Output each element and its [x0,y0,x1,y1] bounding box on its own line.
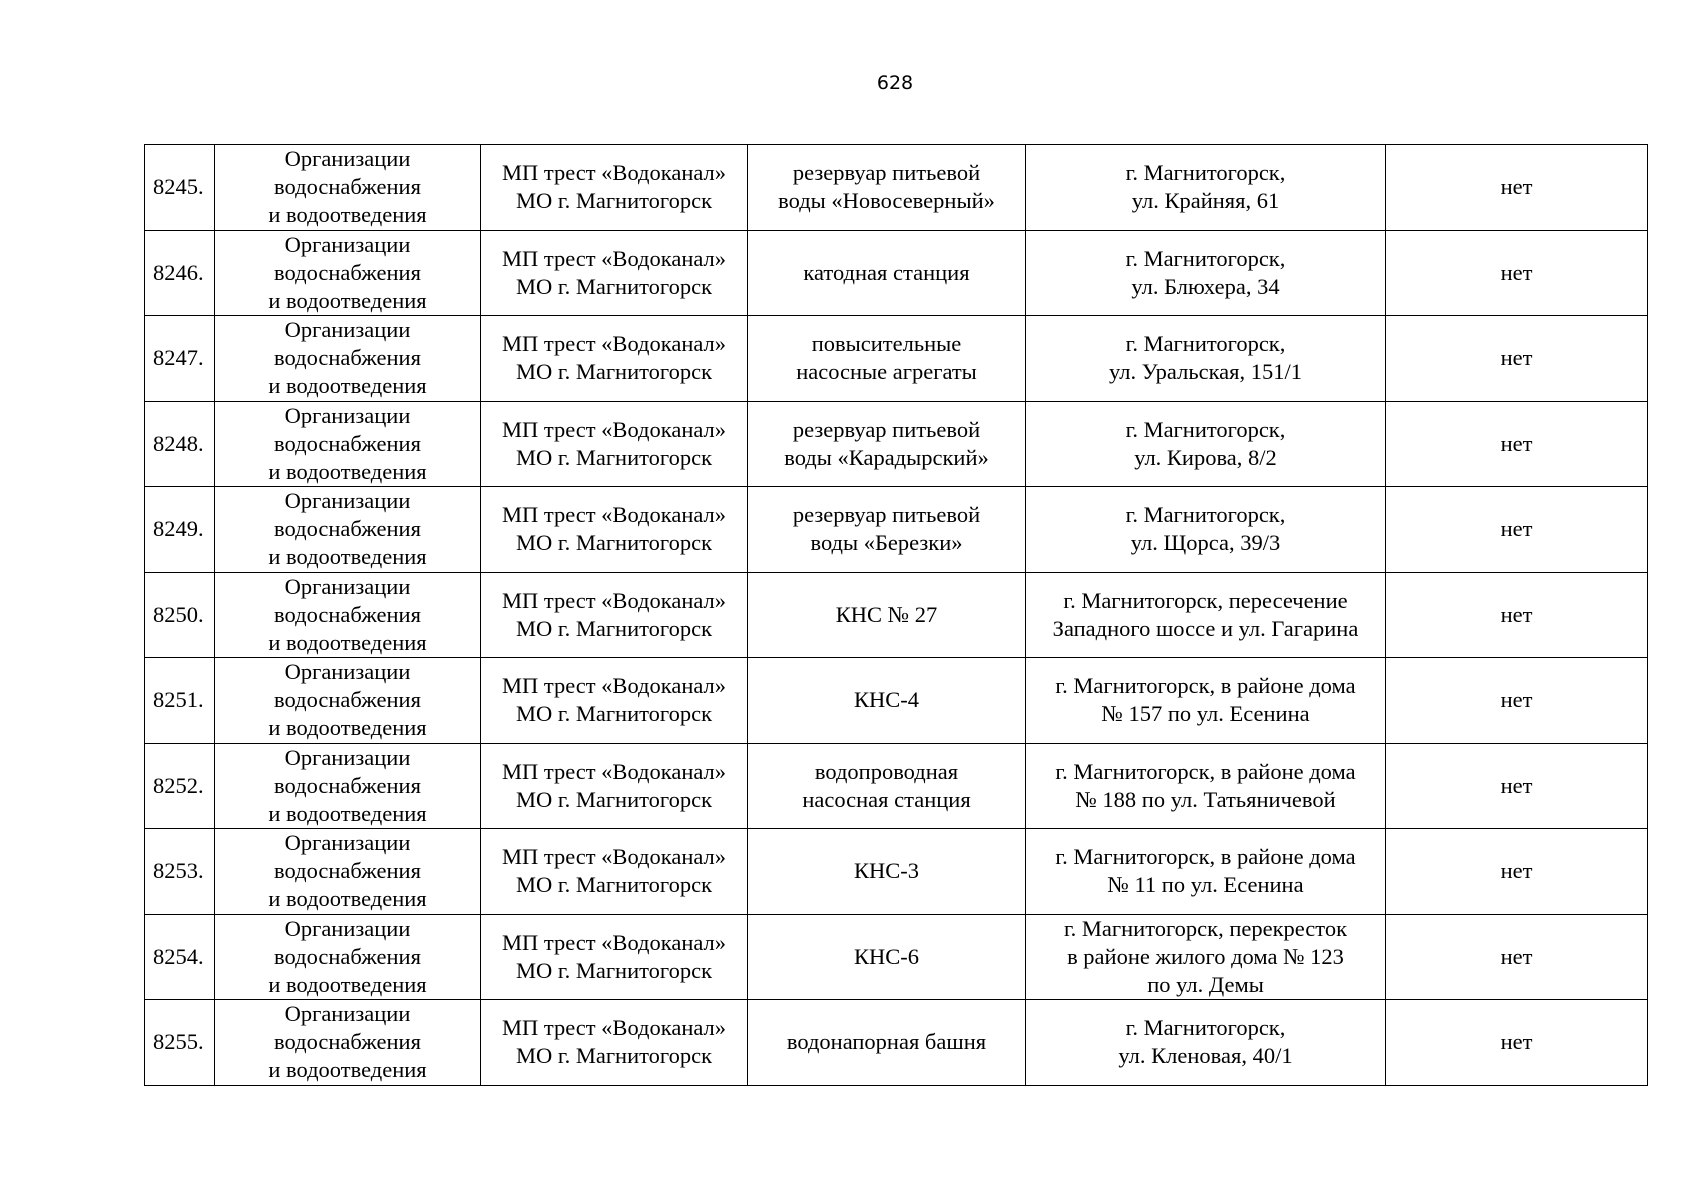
row-number: 8249. [145,487,215,573]
category-cell: Организации водоснабжения и водоотведения [215,572,481,658]
organization-cell: МП трест «Водоканал» МО г. Магнитогорск [481,230,748,316]
row-number: 8248. [145,401,215,487]
table-row [145,487,1648,573]
category-cell: Организации водоснабжения и водоотведения [215,914,481,1000]
address-cell: г. Магнитогорск, ул. Кленовая, 40/1 [1026,1000,1386,1086]
address-cell: г. Магнитогорск, ул. Уральская, 151/1 [1026,316,1386,402]
organization-cell: МП трест «Водоканал» МО г. Магнитогорск [481,914,748,1000]
category-cell: Организации водоснабжения и водоотведения [215,829,481,915]
table-row [145,1000,1648,1086]
status-cell: нет [1386,145,1648,231]
category-cell: Организации водоснабжения и водоотведения [215,1000,481,1086]
row-number: 8253. [145,829,215,915]
organization-cell: МП трест «Водоканал» МО г. Магнитогорск [481,658,748,744]
row-number: 8247. [145,316,215,402]
address-cell: г. Магнитогорск, перекресток в районе жилого дома № 123 по ул. Демы [1026,914,1386,1000]
status-cell: нет [1386,829,1648,915]
row-number: 8246. [145,230,215,316]
category-cell: Организации водоснабжения и водоотведения [215,487,481,573]
object-cell: КНС-6 [748,914,1026,1000]
row-number: 8245. [145,145,215,231]
category-cell: Организации водоснабжения и водоотведения [215,658,481,744]
address-cell: г. Магнитогорск, в районе дома № 188 по ул. Татьяничевой [1026,743,1386,829]
address-cell: г. Магнитогорск, ул. Кирова, 8/2 [1026,401,1386,487]
organization-cell: МП трест «Водоканал» МО г. Магнитогорск [481,829,748,915]
organization-cell: МП трест «Водоканал» МО г. Магнитогорск [481,145,748,231]
table-row [145,230,1648,316]
row-number: 8250. [145,572,215,658]
organization-cell: МП трест «Водоканал» МО г. Магнитогорск [481,487,748,573]
object-cell: резервуар питьевой воды «Карадырский» [748,401,1026,487]
organization-cell: МП трест «Водоканал» МО г. Магнитогорск [481,743,748,829]
status-cell: нет [1386,316,1648,402]
row-number: 8252. [145,743,215,829]
object-cell: катодная станция [748,230,1026,316]
status-cell: нет [1386,487,1648,573]
address-cell: г. Магнитогорск, в районе дома № 11 по ул. Есенина [1026,829,1386,915]
status-cell: нет [1386,743,1648,829]
organization-cell: МП трест «Водоканал» МО г. Магнитогорск [481,572,748,658]
category-cell: Организации водоснабжения и водоотведения [215,743,481,829]
object-cell: резервуар питьевой воды «Березки» [748,487,1026,573]
organization-cell: МП трест «Водоканал» МО г. Магнитогорск [481,316,748,402]
status-cell: нет [1386,401,1648,487]
row-number: 8251. [145,658,215,744]
address-cell: г. Магнитогорск, ул. Блюхера, 34 [1026,230,1386,316]
status-cell: нет [1386,914,1648,1000]
object-cell: повысительные насосные агрегаты [748,316,1026,402]
table-row [145,572,1648,658]
status-cell: нет [1386,658,1648,744]
status-cell: нет [1386,230,1648,316]
object-cell: водонапорная башня [748,1000,1026,1086]
object-cell: резервуар питьевой воды «Новосеверный» [748,145,1026,231]
category-cell: Организации водоснабжения и водоотведения [215,401,481,487]
address-cell: г. Магнитогорск, в районе дома № 157 по ул. Есенина [1026,658,1386,744]
category-cell: Организации водоснабжения и водоотведения [215,316,481,402]
registry-table [144,144,1648,1086]
table-row [145,743,1648,829]
address-cell: г. Магнитогорск, ул. Щорса, 39/3 [1026,487,1386,573]
page-number: 628 [876,72,914,94]
organization-cell: МП трест «Водоканал» МО г. Магнитогорск [481,401,748,487]
status-cell: нет [1386,572,1648,658]
row-number: 8254. [145,914,215,1000]
address-cell: г. Магнитогорск, пересечение Западного шоссе и ул. Гагарина [1026,572,1386,658]
table-row [145,316,1648,402]
object-cell: водопроводная насосная станция [748,743,1026,829]
table-row [145,145,1648,231]
row-number: 8255. [145,1000,215,1086]
organization-cell: МП трест «Водоканал» МО г. Магнитогорск [481,1000,748,1086]
status-cell: нет [1386,1000,1648,1086]
table-row [145,914,1648,1000]
object-cell: КНС-3 [748,829,1026,915]
object-cell: КНС-4 [748,658,1026,744]
table-row [145,401,1648,487]
table-row [145,829,1648,915]
table-row [145,658,1648,744]
category-cell: Организации водоснабжения и водоотведения [215,230,481,316]
address-cell: г. Магнитогорск, ул. Крайняя, 61 [1026,145,1386,231]
object-cell: КНС № 27 [748,572,1026,658]
category-cell: Организации водоснабжения и водоотведения [215,145,481,231]
